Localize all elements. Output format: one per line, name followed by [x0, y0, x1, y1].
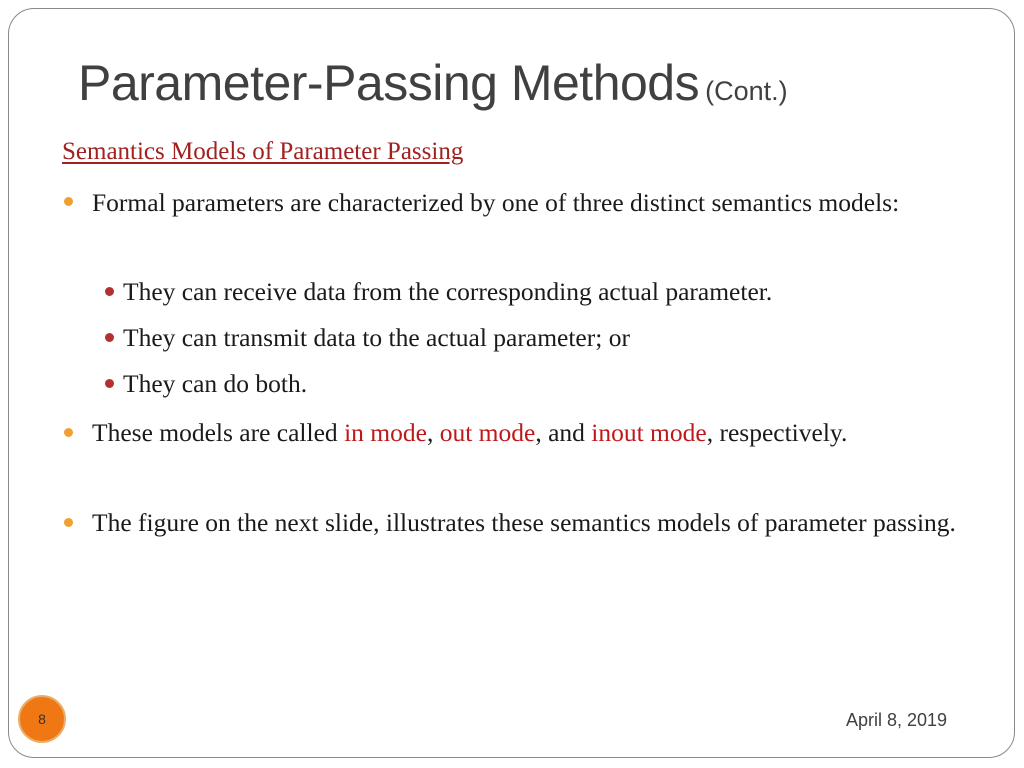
bullet-dot-icon	[64, 428, 73, 437]
modes-sep-1: ,	[426, 418, 440, 447]
bullet-modes	[92, 414, 980, 452]
modes-sep-2: , and	[535, 418, 592, 447]
bullet-figure-note: The figure on the next slide, illustrates these semantics models of parameter passing.	[92, 508, 956, 537]
sub-bullet-both: They can do both.	[123, 369, 308, 398]
inout-mode-term: inout mode	[591, 418, 707, 447]
in-mode-term: in mode	[344, 418, 427, 447]
out-mode-term: out mode	[439, 418, 536, 447]
section-subheading: Semantics Models of Parameter Passing	[62, 138, 464, 165]
modes-text-2: , respectively.	[706, 418, 848, 447]
title-main: Parameter-Passing Methods	[78, 55, 700, 111]
page-number: 8	[38, 711, 46, 727]
slide-title	[78, 54, 788, 112]
bullet-dot-icon	[64, 518, 73, 527]
modes-text-1: These models are called	[92, 418, 345, 447]
sub-bullet-dot-icon	[105, 379, 114, 388]
title-suffix: (Cont.)	[705, 76, 788, 106]
bullet-dot-icon	[64, 197, 73, 206]
sub-bullet-dot-icon	[105, 333, 114, 342]
sub-bullet-receive: They can receive data from the corresponding actual parameter.	[123, 277, 773, 306]
slide-date: April 8, 2019	[846, 710, 948, 730]
sub-bullet-dot-icon	[105, 287, 114, 296]
page-number-badge	[18, 695, 66, 743]
sub-bullet-transmit: They can transmit data to the actual parameter; or	[123, 323, 630, 352]
bullet-formal-parameters: Formal parameters are characterized by one of three distinct semantics models:	[92, 188, 900, 217]
